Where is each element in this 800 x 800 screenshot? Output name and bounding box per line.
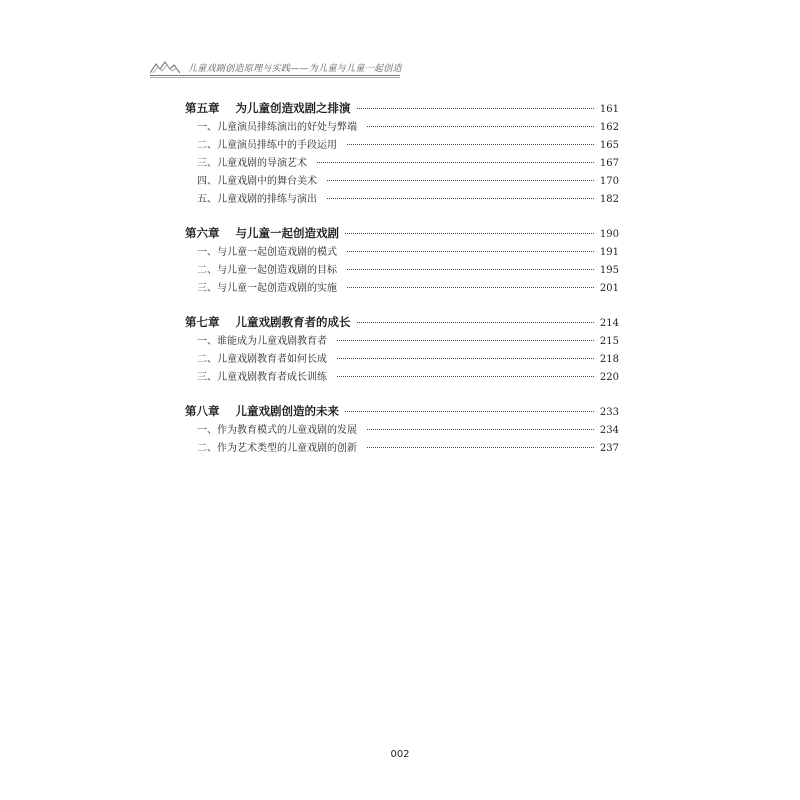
toc-section-entry[interactable] (185, 173, 619, 191)
chapter-title: 为儿童创造戏剧之排演 (235, 101, 351, 115)
section-page-number: 165 (599, 140, 619, 151)
chapter-title: 儿童戏剧教育者的成长 (235, 315, 351, 329)
table-of-contents (185, 98, 619, 472)
section-title: 一、儿童演员排练演出的好处与弊端 (197, 122, 357, 133)
dot-leader (345, 233, 594, 234)
dot-leader (337, 358, 594, 359)
dot-leader (337, 340, 594, 341)
section-title: 一、谁能成为儿童戏剧教育者 (197, 336, 327, 347)
chapter-title: 儿童戏剧创造的未来 (235, 404, 339, 418)
section-page-number: 237 (599, 443, 619, 454)
dot-leader (337, 376, 594, 377)
toc-section-entry[interactable] (185, 244, 619, 262)
chapter-page-number: 190 (599, 229, 619, 240)
section-page-number: 220 (599, 372, 619, 383)
chapter-number: 第七章 (185, 315, 220, 329)
section-title: 二、儿童戏剧教育者如何长成 (197, 354, 327, 365)
section-title: 四、儿童戏剧中的舞台美术 (197, 176, 317, 187)
dot-leader (367, 447, 594, 448)
section-page-number: 170 (599, 176, 619, 187)
section-title: 二、作为艺术类型的儿童戏剧的创新 (197, 443, 357, 454)
dot-leader (327, 180, 594, 181)
mountains-ornament-icon (150, 60, 180, 74)
section-page-number: 215 (599, 336, 619, 347)
toc-section-entry[interactable] (185, 155, 619, 173)
toc-section-entry[interactable] (185, 137, 619, 155)
page-number: 002 (390, 749, 410, 760)
section-title: 一、与儿童一起创造戏剧的模式 (197, 247, 337, 258)
header-rule (150, 75, 400, 76)
dot-leader (345, 411, 594, 412)
chapter-number: 第六章 (185, 226, 220, 240)
toc-chapter (185, 401, 619, 458)
dot-leader (347, 287, 594, 288)
dot-leader (327, 198, 594, 199)
toc-chapter-entry[interactable] (185, 98, 619, 118)
running-title: 儿童戏剧创造原理与实践——为儿童与儿童一起创造 (188, 64, 402, 74)
chapter-number: 第五章 (185, 101, 220, 115)
dot-leader (357, 322, 594, 323)
toc-section-entry[interactable] (185, 369, 619, 387)
toc-chapter (185, 223, 619, 298)
toc-chapter (185, 98, 619, 209)
section-title: 三、与儿童一起创造戏剧的实施 (197, 283, 337, 294)
section-title: 二、与儿童一起创造戏剧的目标 (197, 265, 337, 276)
toc-section-entry[interactable] (185, 351, 619, 369)
section-page-number: 195 (599, 265, 619, 276)
chapter-page-number: 233 (599, 407, 619, 418)
toc-section-entry[interactable] (185, 422, 619, 440)
dot-leader (347, 269, 594, 270)
section-title: 三、儿童戏剧教育者成长训练 (197, 372, 327, 383)
dot-leader (317, 162, 594, 163)
toc-chapter-entry[interactable] (185, 312, 619, 332)
chapter-title: 与儿童一起创造戏剧 (235, 226, 339, 240)
header-rule-secondary (150, 77, 400, 78)
toc-section-entry[interactable] (185, 440, 619, 458)
toc-section-entry[interactable] (185, 262, 619, 280)
toc-section-entry[interactable] (185, 280, 619, 298)
toc-section-entry[interactable] (185, 119, 619, 137)
running-header (150, 58, 400, 80)
toc-chapter-entry[interactable] (185, 401, 619, 421)
dot-leader (357, 108, 594, 109)
dot-leader (367, 429, 594, 430)
section-title: 一、作为教育模式的儿童戏剧的发展 (197, 425, 357, 436)
chapter-page-number: 161 (599, 104, 619, 115)
section-page-number: 234 (599, 425, 619, 436)
section-page-number: 218 (599, 354, 619, 365)
toc-section-entry[interactable] (185, 333, 619, 351)
section-title: 五、儿童戏剧的排练与演出 (197, 194, 317, 205)
dot-leader (347, 251, 594, 252)
toc-chapter-entry[interactable] (185, 223, 619, 243)
dot-leader (347, 144, 594, 145)
section-page-number: 167 (599, 158, 619, 169)
chapter-number: 第八章 (185, 404, 220, 418)
section-page-number: 191 (599, 247, 619, 258)
section-title: 二、儿童演员排练中的手段运用 (197, 140, 337, 151)
dot-leader (367, 126, 594, 127)
chapter-page-number: 214 (599, 318, 619, 329)
section-page-number: 162 (599, 122, 619, 133)
toc-section-entry[interactable] (185, 191, 619, 209)
section-title: 三、儿童戏剧的导演艺术 (197, 158, 307, 169)
section-page-number: 182 (599, 194, 619, 205)
toc-chapter (185, 312, 619, 387)
section-page-number: 201 (599, 283, 619, 294)
